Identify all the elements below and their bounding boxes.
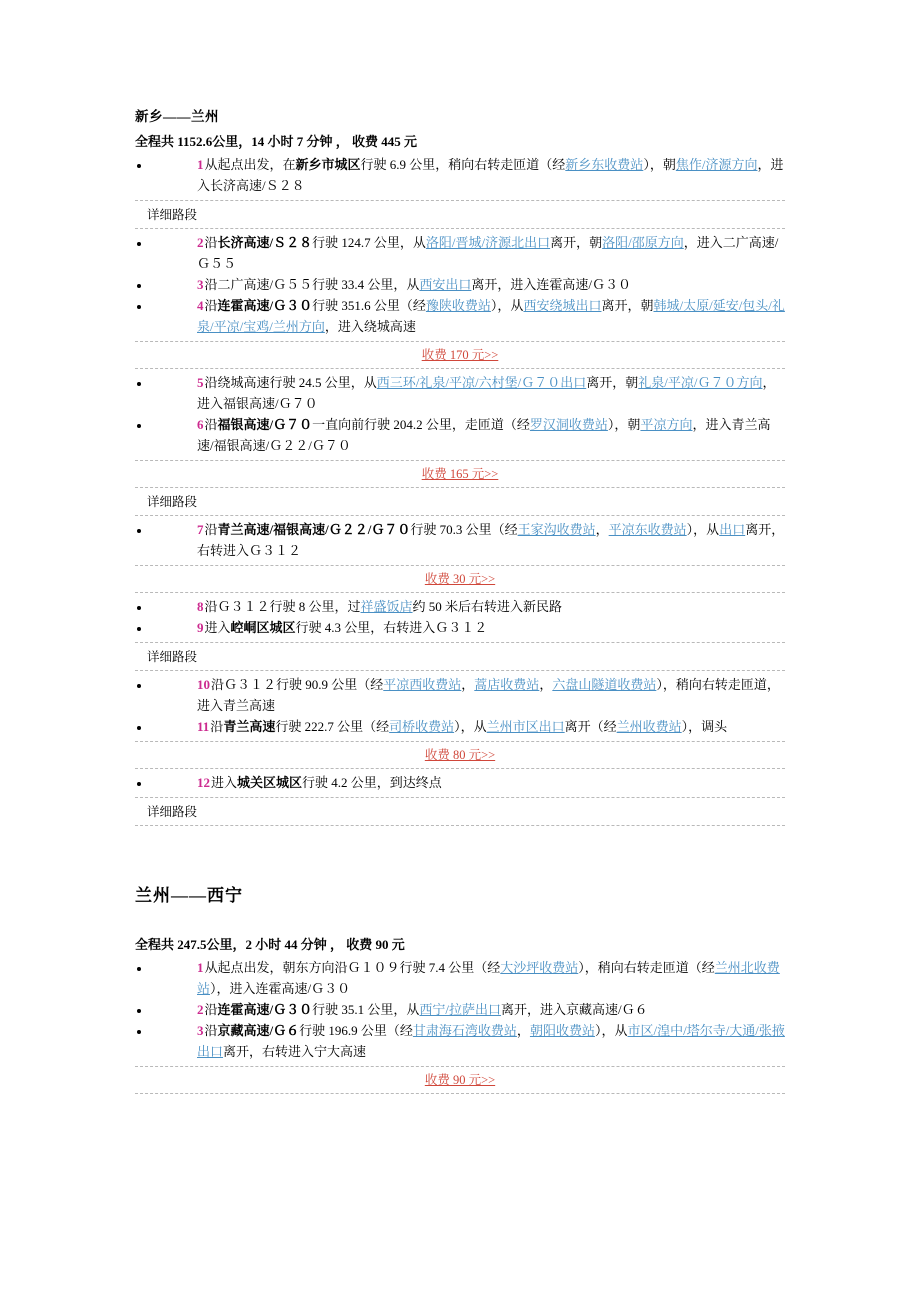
fee-row: [135, 345, 785, 364]
section-gap: [135, 829, 785, 881]
list-item: [151, 617, 785, 638]
route-link[interactable]: 朝阳收费站: [529, 1023, 595, 1038]
step-body: [211, 775, 442, 790]
fee-row: [135, 1070, 785, 1089]
step-body: [197, 157, 783, 193]
step-emphasis: 青兰高速: [223, 719, 276, 734]
list-item: [151, 154, 785, 196]
step-text: 行驶 35.1 公里，从: [312, 1002, 420, 1017]
step-text: 行驶 222.7 公里（经: [275, 719, 390, 734]
step-text: 沿: [204, 235, 218, 250]
step-body: [197, 1023, 785, 1059]
step-text: 沿Ｇ３１２行驶 90.9 公里（经: [211, 677, 384, 692]
step-text: 行驶 124.7 公里，从: [312, 235, 426, 250]
step-body: [205, 1002, 648, 1017]
step-text: ，进入青兰高速/福银高速/Ｇ２２/Ｇ７０: [197, 417, 771, 453]
fee-row: [135, 464, 785, 483]
dashed-divider: [135, 670, 785, 671]
list-item: [151, 274, 785, 295]
step-emphasis: 京藏高速/Ｇ６: [217, 1023, 300, 1038]
dashed-divider: [135, 592, 785, 593]
step-emphasis: 崆峒区城区: [230, 620, 296, 635]
route-content: [135, 105, 785, 1094]
step-text: ，: [539, 677, 553, 692]
step-body: [197, 960, 780, 996]
route-summary: 全程共 1152.6公里，14 小时 7 分钟 ， 收费 445 元: [135, 134, 418, 149]
step-number: 9: [197, 620, 204, 635]
list-item: [151, 295, 785, 337]
step-text: 进入: [204, 620, 231, 635]
step-text: 沿Ｇ３１２行驶 8 公里，过: [204, 599, 361, 614]
step-body: [197, 298, 785, 334]
detail-row: [135, 801, 785, 821]
step-text: 行驶 6.9 公里，稍向右转走匝道（经: [360, 157, 566, 172]
dashed-divider: [135, 460, 785, 461]
step-number: 5: [197, 375, 204, 390]
route-link[interactable]: 兰州市区出口: [486, 719, 565, 734]
toll-fee-link[interactable]: 收费 165 元>>: [421, 467, 499, 481]
step-body: [197, 417, 770, 453]
step-text: ），朝: [607, 417, 641, 432]
step-text: ），调头: [681, 719, 728, 734]
dashed-divider: [135, 200, 785, 201]
detail-row: [135, 646, 785, 666]
step-number: 3: [197, 277, 204, 292]
route-link[interactable]: 韩城/太原/延安/包头/礼泉/平凉/宝鸡/兰州方向: [197, 298, 785, 334]
step-emphasis: 新乡市城区: [295, 157, 361, 172]
step-text: 沿: [210, 719, 224, 734]
list-item: [151, 716, 785, 737]
route-link[interactable]: 豫陕收费站: [425, 298, 491, 313]
route-link[interactable]: 大沙坪收费站: [500, 960, 579, 975]
step-body: [205, 620, 488, 635]
step-text: 从起点出发，在: [204, 157, 296, 172]
route-link[interactable]: 司桥收费站: [389, 719, 455, 734]
step-number: 12: [197, 775, 210, 790]
fee-row: [135, 745, 785, 764]
step-body: [197, 235, 778, 271]
route-link[interactable]: 兰州收费站: [616, 719, 682, 734]
route-link[interactable]: 祥盛饭店: [360, 599, 413, 614]
step-number: 8: [197, 599, 204, 614]
step-text: 行驶 4.3 公里，右转进入Ｇ３１２: [295, 620, 488, 635]
step-text: ，进入二广高速/Ｇ５５: [197, 235, 779, 271]
toll-fee-link[interactable]: 收费 90 元>>: [424, 1073, 496, 1087]
step-number: 7: [197, 522, 204, 537]
route-link[interactable]: 兰州北收费站: [197, 960, 780, 996]
dashed-divider: [135, 487, 785, 488]
list-item: [151, 372, 785, 414]
dashed-divider: [135, 565, 785, 566]
list-item: [151, 772, 785, 793]
route-link[interactable]: 平凉东收费站: [608, 522, 687, 537]
route-link[interactable]: 蒿店收费站: [474, 677, 540, 692]
list-item: [151, 519, 785, 561]
step-list: [135, 772, 785, 793]
route-link[interactable]: 出口: [719, 522, 746, 537]
route-link[interactable]: 洛阳/邵原方向: [602, 235, 684, 250]
title-gap: [135, 912, 785, 934]
dashed-divider: [135, 515, 785, 516]
step-text: 一直向前行驶 204.2 公里，走匝道（经: [312, 417, 530, 432]
step-text: ），朝: [643, 157, 676, 172]
dashed-divider: [135, 368, 785, 369]
step-text: 离开，右转进入宁大高速: [223, 1044, 367, 1059]
step-list: [135, 957, 785, 1062]
step-number: 6: [197, 417, 204, 432]
list-item: [151, 999, 785, 1020]
step-text: 离开，朝: [601, 298, 654, 313]
step-text: 沿: [204, 298, 218, 313]
step-text: ，: [461, 677, 475, 692]
step-list: [135, 519, 785, 561]
step-text: ），从: [686, 522, 720, 537]
route-link[interactable]: 西三环/礼泉/平凉/六村堡/Ｇ７０出口: [376, 375, 587, 390]
step-text: 沿: [204, 1002, 218, 1017]
step-number: 11: [197, 719, 210, 734]
list-item: [151, 674, 785, 716]
route-link[interactable]: 平凉方向: [640, 417, 693, 432]
detail-row: [135, 204, 785, 224]
step-body: [205, 277, 632, 292]
step-text: 沿: [204, 417, 218, 432]
route-summary: 全程共 247.5公里，2 小时 44 分钟 ， 收费 90 元: [135, 937, 405, 952]
step-text: 离开，朝: [550, 235, 603, 250]
step-text: ），从: [594, 1023, 628, 1038]
dashed-divider: [135, 1066, 785, 1067]
list-item: [151, 957, 785, 999]
step-text: 离开，朝: [586, 375, 639, 390]
route-link[interactable]: 洛阳/晋城/济源北出口: [425, 235, 551, 250]
step-number: 2: [197, 235, 204, 250]
step-text: ），从: [490, 298, 524, 313]
step-text: 行驶 196.9 公里（经: [299, 1023, 413, 1038]
dashed-divider: [135, 341, 785, 342]
step-list: [135, 674, 785, 737]
step-body: [197, 375, 775, 411]
step-number: 4: [197, 298, 204, 313]
detail-segment-link[interactable]: 详细路段: [147, 805, 198, 819]
detail-segment-link[interactable]: 详细路段: [147, 650, 198, 664]
route-link[interactable]: 新乡东收费站: [565, 157, 644, 172]
step-text: ），进入连霍高速/Ｇ３０: [210, 981, 351, 996]
route-link[interactable]: 王家沟收费站: [517, 522, 596, 537]
step-list: [135, 154, 785, 196]
step-list: [135, 232, 785, 337]
step-text: ），稍向右转走匝道（经: [578, 960, 715, 975]
route-link[interactable]: 罗汉洞收费站: [529, 417, 608, 432]
detail-segment-link[interactable]: 详细路段: [147, 495, 198, 509]
step-text: ，: [595, 522, 609, 537]
toll-fee-link[interactable]: 收费 30 元>>: [424, 572, 496, 586]
step-text: 沿二广高速/Ｇ５５行驶 33.4 公里，从: [204, 277, 420, 292]
list-item: [151, 1020, 785, 1062]
list-item: [151, 414, 785, 456]
step-body: [210, 719, 727, 734]
detail-row: [135, 491, 785, 511]
dashed-divider: [135, 1093, 785, 1094]
step-emphasis: 青兰高速/福银高速/Ｇ２２/Ｇ７０: [217, 522, 411, 537]
route-link[interactable]: 焦作/济源方向: [675, 157, 758, 172]
step-number: 10: [197, 677, 210, 692]
fee-row: [135, 569, 785, 588]
step-text: ，进入绕城高速: [324, 319, 416, 334]
step-text: 行驶 351.6 公里（经: [312, 298, 426, 313]
route-link[interactable]: 六盘山隧道收费站: [552, 677, 657, 692]
list-item: [151, 232, 785, 274]
step-text: ），从: [454, 719, 487, 734]
step-text: ），稍向右转走匝道，进入青兰高速: [197, 677, 780, 713]
route-link[interactable]: 西安绕城出口: [523, 298, 602, 313]
step-emphasis: 福银高速/Ｇ７０: [217, 417, 313, 432]
step-number: 1: [197, 157, 204, 172]
step-emphasis: 长济高速/Ｓ２８: [217, 235, 313, 250]
step-number: 3: [197, 1023, 204, 1038]
step-text: 约 50 米后右转进入新民路: [412, 599, 563, 614]
step-list: [135, 596, 785, 638]
dashed-divider: [135, 825, 785, 826]
dashed-divider: [135, 228, 785, 229]
route-link[interactable]: 甘肃海石湾收费站: [412, 1023, 517, 1038]
step-text: 行驶 4.2 公里，到达终点: [302, 775, 442, 790]
route-link[interactable]: 市区/湟中/塔尔寺/大通/张掖出口: [197, 1023, 785, 1059]
step-emphasis: 连霍高速/Ｇ３０: [217, 298, 313, 313]
dashed-divider: [135, 642, 785, 643]
route-link[interactable]: 礼泉/平凉/Ｇ７０方向: [638, 375, 763, 390]
route-title: 新乡——兰州: [135, 109, 219, 124]
step-text: 沿: [204, 522, 218, 537]
dashed-divider: [135, 797, 785, 798]
toll-fee-link[interactable]: 收费 170 元>>: [421, 348, 499, 362]
route-link[interactable]: 平凉西收费站: [383, 677, 462, 692]
step-text: 从起点出发，朝东方向沿Ｇ１０９行驶 7.4 公里（经: [204, 960, 501, 975]
step-body: [205, 599, 563, 614]
dashed-divider: [135, 741, 785, 742]
step-text: ，: [516, 1023, 530, 1038]
route-title: 兰州——西宁: [135, 886, 243, 905]
toll-fee-link[interactable]: 收费 80 元>>: [424, 748, 496, 762]
step-emphasis: 连霍高速/Ｇ３０: [217, 1002, 313, 1017]
step-text: 离开（经: [564, 719, 617, 734]
step-text: 沿: [204, 1023, 218, 1038]
step-number: 1: [197, 960, 204, 975]
step-text: 离开，右转进入Ｇ３１２: [197, 522, 785, 558]
step-body: [197, 677, 780, 713]
step-text: 离开，进入连霍高速/Ｇ３０: [471, 277, 632, 292]
step-text: ，进入福银高速/Ｇ７０: [197, 375, 776, 411]
detail-segment-link[interactable]: 详细路段: [147, 208, 198, 222]
route-link[interactable]: 西宁/拉萨出口: [419, 1002, 502, 1017]
step-text: 行驶 70.3 公里（经: [410, 522, 518, 537]
step-text: 进入: [211, 775, 238, 790]
route-link[interactable]: 西安出口: [419, 277, 472, 292]
step-text: 沿绕城高速行驶 24.5 公里，从: [204, 375, 377, 390]
step-number: 2: [197, 1002, 204, 1017]
step-text: 离开，进入京藏高速/Ｇ６: [501, 1002, 648, 1017]
step-list: [135, 372, 785, 456]
list-item: [151, 596, 785, 617]
step-text: ，进入长济高速/Ｓ２８: [197, 157, 784, 193]
dashed-divider: [135, 768, 785, 769]
step-body: [197, 522, 784, 558]
step-emphasis: 城关区城区: [237, 775, 303, 790]
